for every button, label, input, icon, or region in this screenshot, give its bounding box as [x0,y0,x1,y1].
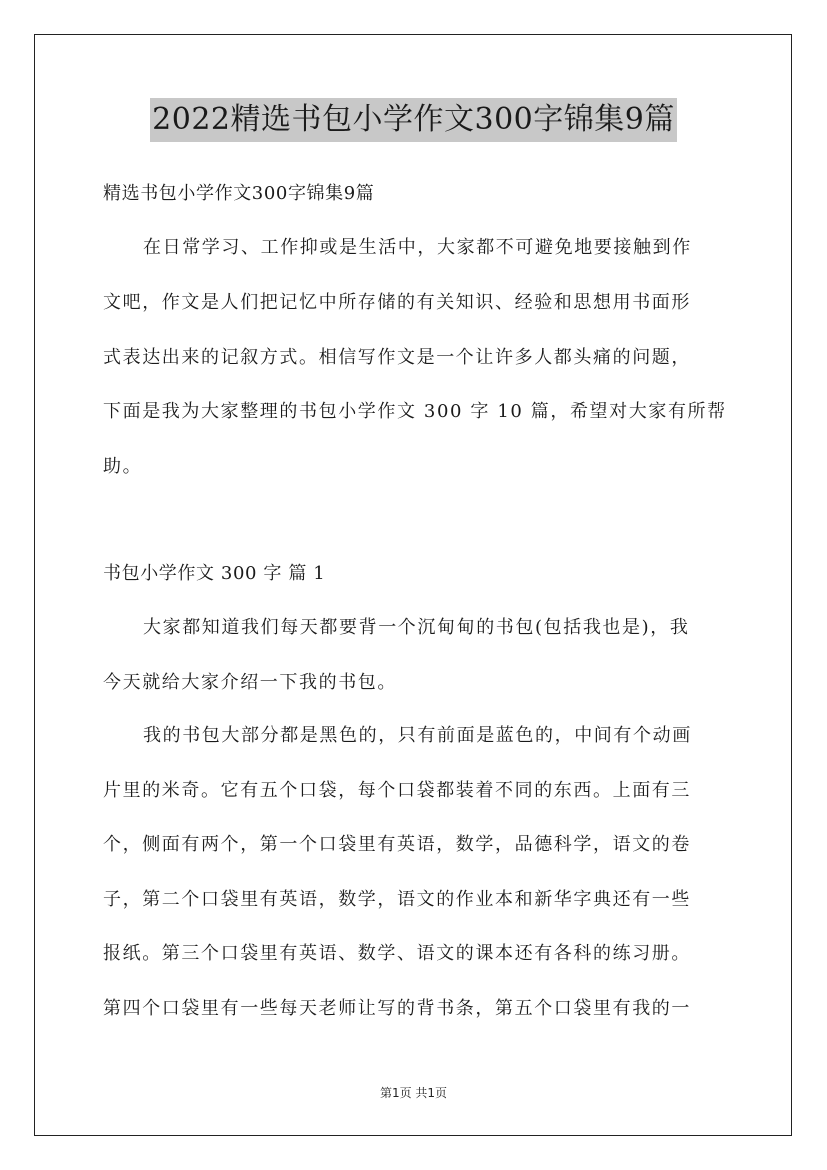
title-container [0,98,827,142]
intro-line: 下面是我为大家整理的书包小学作文 300 字 10 篇，希望对大家有所帮 [103,401,727,422]
document-title: 2022精选书包小学作文300字锦集9篇 [150,98,677,142]
section-title: 书包小学作文 300 字 篇 1 [103,563,326,584]
paragraph-line: 个，侧面有两个，第一个口袋里有英语，数学，品德科学，语文的卷 [103,834,691,855]
page-footer [0,1084,827,1101]
intro-line: 助。 [103,456,143,477]
paragraph-line: 片里的米奇。它有五个口袋，每个口袋都装着不同的东西。上面有三 [103,780,691,801]
intro-line: 文吧，作文是人们把记忆中所存储的有关知识、经验和思想用书面形 [103,292,691,313]
paragraph-line: 子，第二个口袋里有英语，数学，语文的作业本和新华字典还有一些 [103,889,691,910]
paragraph-line: 我的书包大部分都是黑色的，只有前面是蓝色的，中间有个动画 [143,725,692,746]
intro-line: 式表达出来的记叙方式。相信写作文是一个让许多人都头痛的问题， [103,347,691,368]
subtitle: 精选书包小学作文300字锦集9篇 [103,183,375,204]
paragraph-line: 第四个口袋里有一些每天老师让写的背书条，第五个口袋里有我的一 [103,998,691,1019]
paragraph-line: 今天就给大家介绍一下我的书包。 [103,672,397,693]
paragraph-line: 报纸。第三个口袋里有英语、数学、语文的课本还有各科的练习册。 [103,943,691,964]
intro-line: 在日常学习、工作抑或是生活中，大家都不可避免地要接触到作 [143,237,692,258]
paragraph-line: 大家都知道我们每天都要背一个沉甸甸的书包(包括我也是)，我 [143,617,690,638]
page-number: 第1页 共1页 [379,1086,448,1100]
